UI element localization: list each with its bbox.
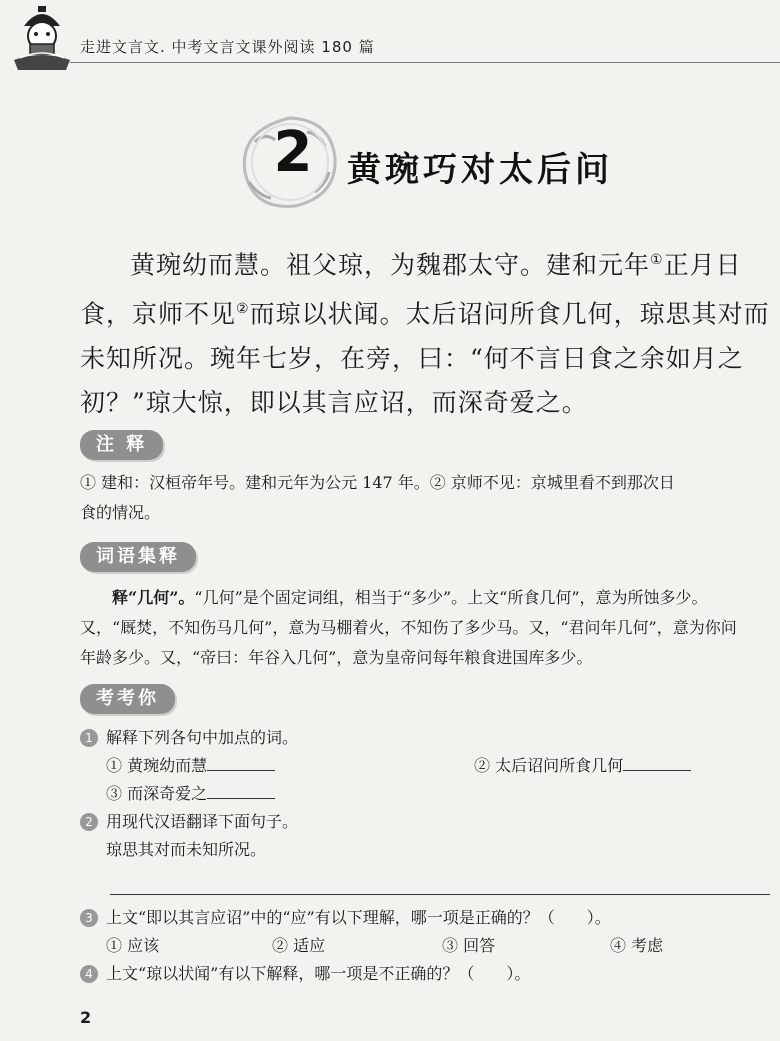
- item-c: ③ 而深奇爱之: [106, 780, 275, 808]
- question-prompt: 用现代汉语翻译下面句子。: [106, 812, 299, 831]
- lesson-number: 2: [273, 120, 313, 185]
- question-3-options: [80, 932, 770, 960]
- question-prompt: 上文“琼以状闻”有以下解释，哪一项是不正确的？（ ）。: [106, 964, 531, 983]
- question-4: [80, 960, 770, 988]
- scholar-mascot-icon: [10, 4, 74, 72]
- question-1-items: [80, 780, 770, 808]
- note-line: 食的情况。: [80, 503, 161, 522]
- item-a: ① 黄琬幼而慧: [106, 752, 275, 780]
- vocab-text: [80, 583, 770, 673]
- option-2[interactable]: ② 适应: [272, 936, 326, 955]
- sentence-to-translate: 琼思其对而未知所况。: [106, 840, 267, 859]
- passage-line: 食，京师不见②而琼以状闻。太后诏问所食几何，琼思其对而: [80, 299, 770, 329]
- passage-line: 初？”琼大惊，即以其言应诏，而深奇爱之。: [80, 387, 588, 417]
- question-number: 1: [80, 729, 98, 747]
- question-number: 3: [80, 909, 98, 927]
- footnote-marker: ①: [650, 252, 664, 268]
- option-1[interactable]: ① 应该: [106, 936, 160, 955]
- question-3: [80, 904, 770, 932]
- question-2-sentence: [80, 836, 770, 864]
- option-4[interactable]: ④ 考虑: [610, 936, 664, 955]
- page-header: [0, 0, 780, 74]
- question-2: [80, 808, 770, 836]
- question-number: 2: [80, 813, 98, 831]
- question-1: [80, 724, 770, 752]
- book-title: 走进文言文. 中考文言文课外阅读 180 篇: [80, 38, 375, 56]
- item-b: ② 太后诏问所食几何: [474, 752, 691, 780]
- answer-blank[interactable]: [207, 752, 275, 771]
- note-line: ① 建和：汉桓帝年号。建和元年为公元 147 年。② 京师不见：京城里看不到那次日: [80, 473, 675, 492]
- notes-text: [80, 468, 770, 528]
- classical-passage: [80, 238, 770, 425]
- question-prompt: 解释下列各句中加点的词。: [106, 728, 299, 747]
- vocab-section-label: 词语集释: [80, 542, 196, 572]
- header-divider: [70, 62, 780, 63]
- lesson-heading: [235, 112, 655, 212]
- passage-line: 未知所况。琬年七岁，在旁，曰：“何不言日食之余如月之: [80, 343, 744, 373]
- translation-answer-row: [80, 864, 770, 904]
- vocab-line: 释“几何”。“几何”是个固定词组，相当于“多少”。上文“所食几何”，意为所蚀多少。: [112, 588, 708, 607]
- notes-section-label: 注 释: [80, 430, 163, 460]
- question-1-items: [80, 752, 770, 780]
- vocab-term: 释“几何”。: [112, 588, 195, 607]
- vocab-line: 又，“厩焚，不知伤马几何”，意为马棚着火，不知伤了多少马。又，“君问年几何”，意为你问: [80, 618, 737, 637]
- answer-line[interactable]: [110, 894, 770, 895]
- page-number: 2: [80, 1008, 92, 1027]
- question-number: 4: [80, 965, 98, 983]
- question-prompt: 上文“即以其言应诏”中的“应”有以下理解，哪一项是正确的？（ ）。: [106, 908, 611, 927]
- exercise-list: [80, 724, 770, 988]
- footnote-marker: ②: [236, 301, 250, 318]
- exercise-section-label: 考考你: [80, 684, 175, 714]
- passage-line: 黄琬幼而慧。祖父琼，为魏郡太守。建和元年①正月日: [130, 250, 742, 280]
- option-3[interactable]: ③ 回答: [442, 936, 496, 955]
- answer-blank[interactable]: [623, 752, 691, 771]
- answer-blank[interactable]: [207, 780, 275, 799]
- lesson-title: 黄琬巧对太后问: [347, 150, 613, 190]
- vocab-line: 年龄多少。又，“帝曰：年谷入几何”，意为皇帝问每年粮食进国库多少。: [80, 648, 593, 667]
